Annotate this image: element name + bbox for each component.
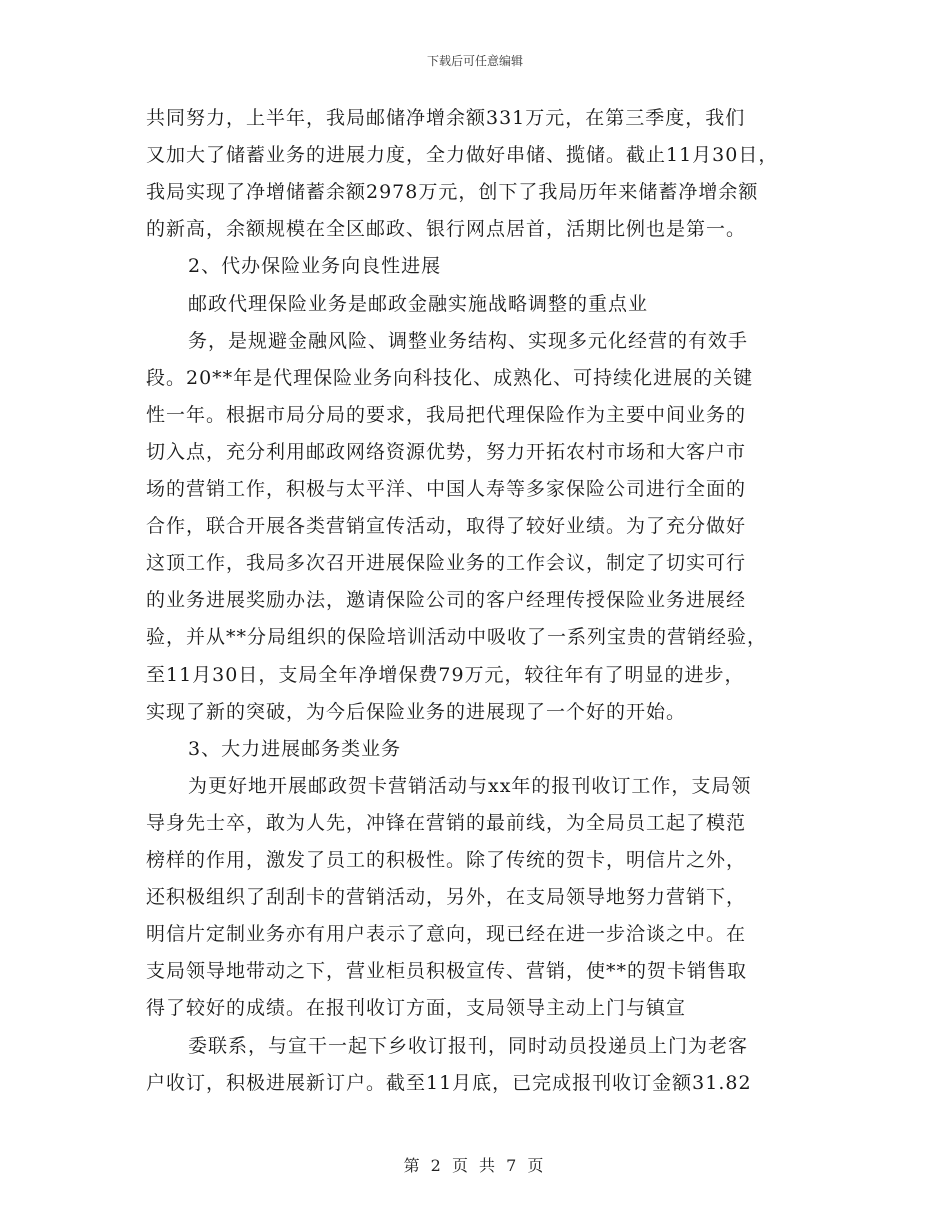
page-header: 下载后可任意编辑 [426,54,523,68]
text-line: 邮政代理保险业务是邮政金融实施战略调整的重点业 [188,293,649,315]
text-line: 的新高，余额规模在全区邮政、银行网点居首，活期比例也是第一。 [146,218,747,240]
text-line: 导身先士卒，敢为人先，冲锋在营销的最前线，为全局员工起了模范 [146,812,747,834]
text-line: 3、大力进展邮务类业务 [188,738,402,760]
text-line: 至11月30日，支局全年净增保费79万元，较往年有了明显的进步， [146,664,745,686]
text-line: 实现了新的突破，为今后保险业务的进展现了一个好的开始。 [146,701,687,723]
text-line: 切入点，充分利用邮政网络资源优势，努力开拓农村市场和大客户市 [146,441,747,463]
text-line: 合作，联合开展各类营销宣传活动，取得了较好业绩。为了充分做好 [146,515,747,537]
text-line: 共同努力，上半年，我局邮储净增余额331万元，在第三季度，我们 [146,107,746,129]
text-line: 委联系，与宣干一起下乡收订报刊，同时动员投递员上门为老客 [188,1035,749,1057]
text-line: 性一年。根据市局分局的要求，我局把代理保险作为主要中间业务的 [146,404,747,426]
page-footer: 第 2 页 共 7 页 [403,1156,547,1175]
text-line: 又加大了储蓄业务的进展力度，全力做好串储、揽储。截止11月30日， [146,144,779,166]
text-line: 场的营销工作，积极与太平洋、中国人寿等多家保险公司进行全面的 [146,478,747,500]
text-line: 支局领导地带动之下，营业柜员积极宣传、营销，使**的贺卡销售取 [146,960,748,982]
text-line: 验，并从**分局组织的保险培训活动中吸收了一系列宝贵的营销经验， [146,626,768,648]
text-line: 榜样的作用，激发了员工的积极性。除了传统的贺卡，明信片之外， [146,849,747,871]
text-line: 务，是规避金融风险、调整业务结构、实现多元化经营的有效手 [188,330,749,352]
text-line: 2、代办保险业务向良性进展 [188,255,442,277]
text-line: 段。20**年是代理保险业务向科技化、成熟化、可持续化进展的关键 [146,367,754,389]
text-line: 的业务进展奖励办法，邀请保险公司的客户经理传授保险业务进展经 [146,589,747,611]
text-line: 得了较好的成绩。在报刊收订方面，支局领导主动上门与镇宣 [146,997,687,1019]
text-line: 户收订，积极进展新订户。截至11月底，已完成报刊收订金额31.82 [146,1072,752,1094]
text-line: 这顶工作，我局多次召开进展保险业务的工作会议，制定了切实可行 [146,552,747,574]
text-line: 为更好地开展邮政贺卡营销活动与xx年的报刊收订工作，支局领 [188,775,752,797]
text-line: 明信片定制业务亦有用户表示了意向，现已经在进一步洽谈之中。在 [146,923,747,945]
text-line: 我局实现了净增储蓄余额2978万元，创下了我局历年来储蓄净增余额 [146,181,759,203]
text-line: 还积极组织了刮刮卡的营销活动，另外，在支局领导地努力营销下， [146,886,747,908]
